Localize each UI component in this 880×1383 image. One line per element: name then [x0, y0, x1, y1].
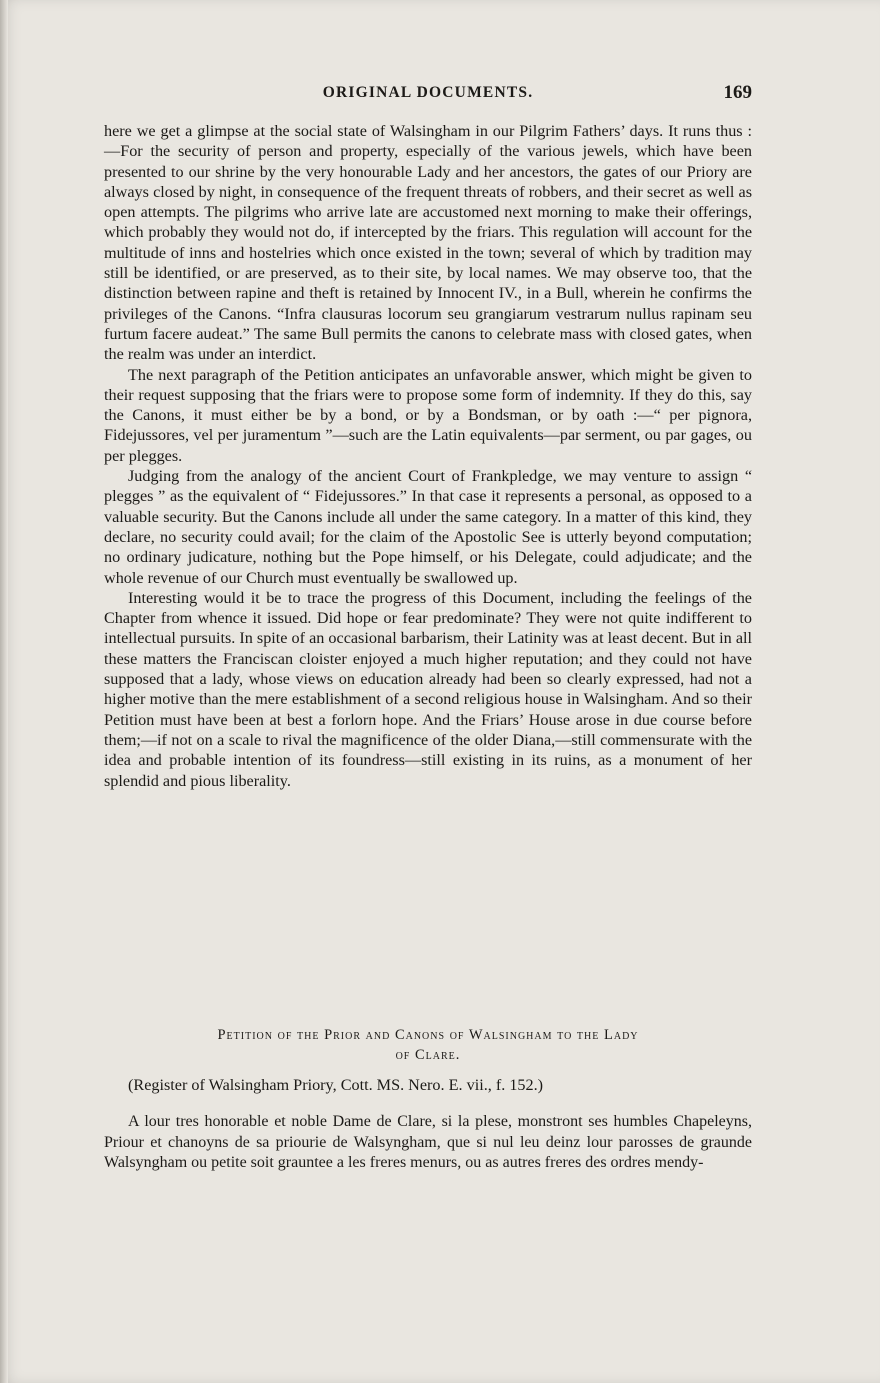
section-heading	[104, 1025, 752, 1065]
running-head	[104, 84, 752, 108]
paragraph-2: The next paragraph of the Petition anticipates an unfavorable answer, which might be given to their request supposing that the friars were to propose some form of indemnity. If they do this, say the Canons, it must either be by a bond, or by a Bondsman, or by oath :—“ per pignora, Fidejussores, vel per juramentum ”—such are the Latin equivalents—par serment, ou par gages, ou per plegges.	[104, 365, 752, 465]
page-number: 169	[723, 82, 752, 103]
paragraph-4: Interesting would it be to trace the progress of this Document, including the feelings of the Chapter from whence it issued. Did hope or fear predominate? They were not quite indifferent to intellectual pursuits. In spite of an occasional barbarism, their Latinity was at least decent. But in all these matters the Franciscan cloister enjoyed a much higher reputation; and they could not have supposed that a lady, whose views on education already had been so clearly expressed, had not a higher motive than the mere establishment of a second religious house in Walsingham. And so their Petition must have been at best a forlorn hope. And the Friars’ House arose in due course before them;—if not on a scale to rival the magnificence of the older Diana,—still commensurate with the idea and probable intention of its foundress—still existing in its ruins, as a monument of her splendid and pious liberality.	[104, 588, 752, 790]
petition-text: A lour tres honorable et noble Dame de Clare, si la plese, monstront ses humbles Chapeleyns, Priour et chanoyns de sa priourie de Walsyngham, que si nul leu deinz lour parosses de graunde Walsyngham ou petite soit grauntee a les freres menurs, ou as autres freres des ordres mendy-	[104, 1113, 752, 1171]
source-reference: (Register of Walsingham Priory, Cott. MS. Nero. E. vii., f. 152.)	[128, 1076, 544, 1094]
paragraph-3: Judging from the analogy of the ancient Court of Frankpledge, we may venture to assign “ plegges ” as the equivalent of “ Fidejussores.” In that case it represents a personal, as opposed to a valuable security. But the Canons include all under the same category. In a matter of this kind, they declare, no security could avail; for the claim of the Apostolic See is utterly beyond computation; no ordinary judicature, nothing but the Pope himself, or his Delegate, could adjudicate; and the whole revenue of our Church must eventually be swallowed up.	[104, 467, 752, 587]
body-text	[104, 121, 752, 791]
section-heading-line-1: Petition of the Prior and Canons of Walsingham to the Lady	[217, 1027, 639, 1043]
running-title: ORIGINAL DOCUMENTS.	[322, 84, 534, 101]
page-gutter-shadow	[0, 0, 8, 1383]
section-heading-line-2: of Clare.	[395, 1047, 461, 1063]
paragraph-1: here we get a glimpse at the social state of Walsingham in our Pilgrim Fathers’ days. It runs thus :—For the security of person and property, especially of the various jewels, which have been presented to our shrine by the very honourable Lady and her ancestors, the gates of our Priory are always closed by night, in consequence of the frequent threats of robbers, and their secret as well as open attempts. The pilgrims who arrive late are accustomed next morning to make their offerings, which probably they would not do, if intercepted by the friars. This regulation will account for the multitude of inns and hostelries which once existed in the town; several of which by tradition may still be identified, or are preserved, as to their site, by local names. We may observe too, that the distinction between rapine and theft is retained by Innocent IV., in a Bull, wherein he confirms the privileges of the Canons. “Infra clausuras locorum seu grangiarum vestrarum nullus rapinam seu furtum facere audeat.” The same Bull permits the canons to celebrate mass with closed gates, when the realm was under an interdict.	[104, 122, 752, 364]
